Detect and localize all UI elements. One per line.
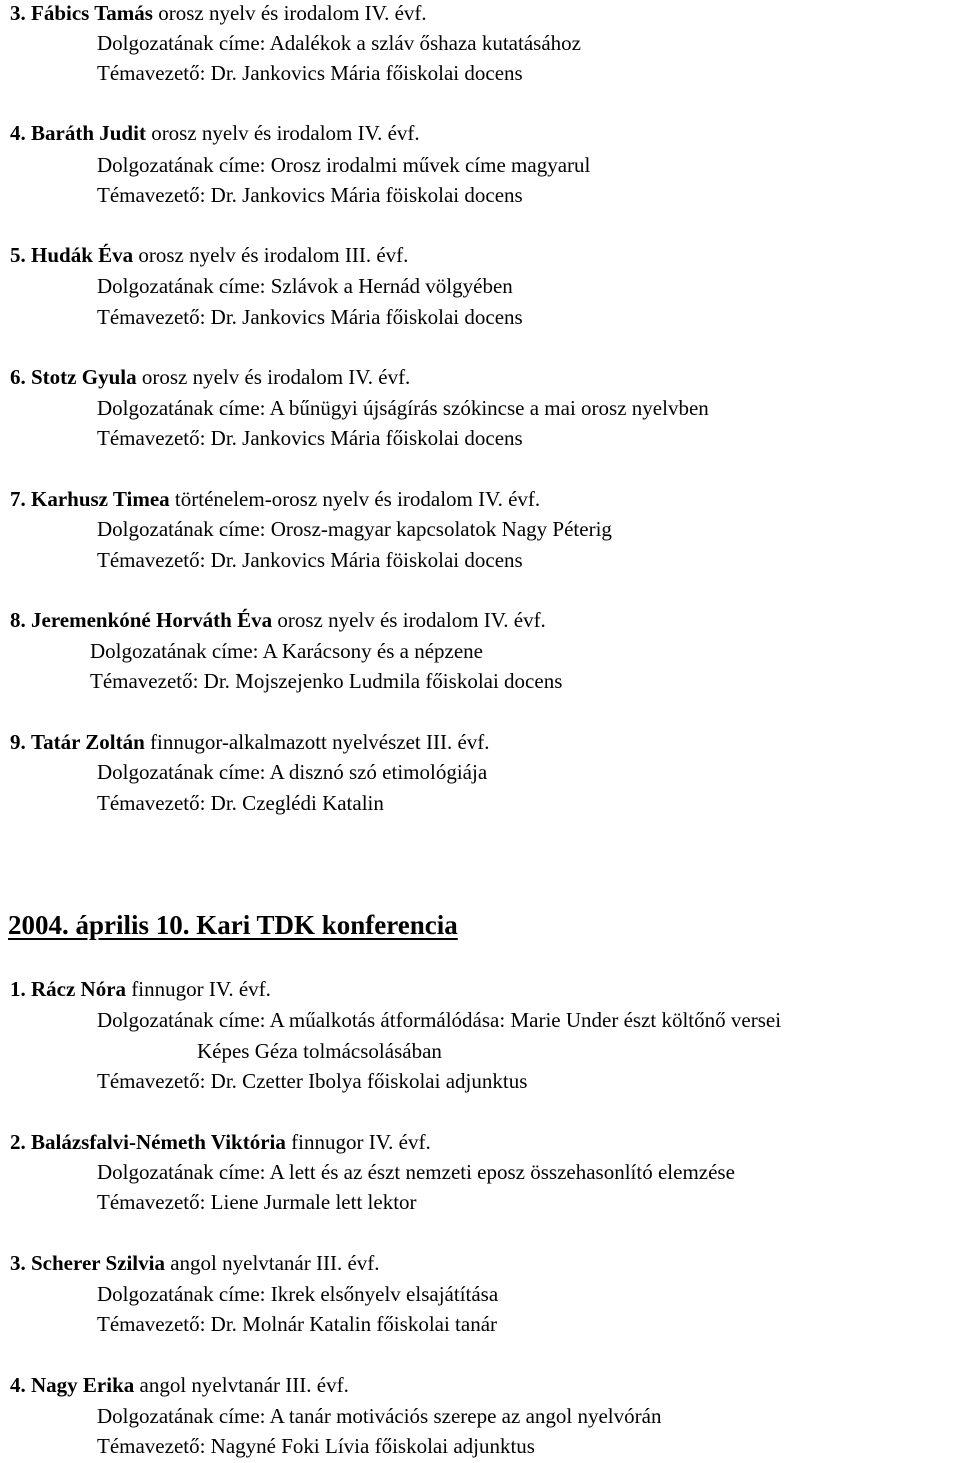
entry-heading <box>10 240 408 270</box>
section-title: 2004. április 10. Kari TDK konferencia <box>8 910 458 940</box>
student-name: Jeremenkóné Horváth Éva <box>31 608 273 632</box>
supervisor: Témavezető: Liene Jurmale lett lektor <box>97 1190 417 1214</box>
student-name: Baráth Judit <box>31 121 146 145</box>
entry-heading <box>10 0 427 28</box>
entry-heading <box>10 974 271 1004</box>
thesis-title: Dolgozatának címe: A tanár motivációs szerepe az angol nyelvórán <box>97 1404 662 1428</box>
supervisor: Témavezető: Dr. Mojszejenko Ludmila főiskolai docens <box>90 669 563 693</box>
supervisor: Témavezető: Dr. Jankovics Mária főiskolai docens <box>97 61 523 85</box>
entry-number: 2. <box>10 1130 26 1154</box>
entry-heading <box>10 1248 380 1278</box>
student-name: Scherer Szilvia <box>31 1251 165 1275</box>
entry-heading <box>10 605 546 635</box>
entry-heading <box>10 484 540 514</box>
thesis-title: Dolgozatának címe: Adalékok a szláv őshaza kutatásához <box>97 31 581 55</box>
entry-number: 3. <box>10 1 26 25</box>
supervisor: Témavezető: Nagyné Foki Lívia főiskolai adjunktus <box>97 1434 535 1458</box>
thesis-title: Dolgozatának címe: Ikrek elsőnyelv elsajátítása <box>97 1282 499 1306</box>
supervisor: Témavezető: Dr. Jankovics Mária főiskolai docens <box>97 305 523 329</box>
entry-number: 4. <box>10 1373 26 1397</box>
supervisor: Témavezető: Dr. Jankovics Mária főiskolai docens <box>97 426 523 450</box>
thesis-title: Dolgozatának címe: Szlávok a Hernád völgyében <box>97 274 513 298</box>
thesis-title: Dolgozatának címe: A disznó szó etimológiája <box>97 760 488 784</box>
student-name: Stotz Gyula <box>31 365 137 389</box>
entry-number: 9. <box>10 730 26 754</box>
student-name: Karhusz Timea <box>31 487 170 511</box>
thesis-title: Dolgozatának címe: A bűnügyi újságírás szókincse a mai orosz nyelvben <box>97 396 709 420</box>
entry-number: 5. <box>10 243 26 267</box>
thesis-title: Dolgozatának címe: A műalkotás átformálódása: Marie Under észt költőnő versei <box>97 1008 782 1032</box>
student-name: Tatár Zoltán <box>31 730 145 754</box>
entry-number: 8. <box>10 608 26 632</box>
entry-number: 7. <box>10 487 26 511</box>
entry-heading <box>10 118 420 148</box>
entry-heading <box>10 727 490 757</box>
entry-number: 4. <box>10 121 26 145</box>
supervisor: Témavezető: Dr. Czeglédi Katalin <box>97 791 384 815</box>
thesis-title: Dolgozatának címe: Orosz irodalmi művek címe magyarul <box>97 153 591 177</box>
study-program: orosz nyelv és irodalom III. évf. <box>138 243 409 267</box>
thesis-title: Dolgozatának címe: A lett és az észt nemzeti eposz összehasonlító elemzése <box>97 1160 735 1184</box>
entry-number: 1. <box>10 977 26 1001</box>
student-name: Hudák Éva <box>31 243 134 267</box>
entry-number: 6. <box>10 365 26 389</box>
entry-heading <box>10 1370 349 1400</box>
thesis-title: Dolgozatának címe: Orosz-magyar kapcsolatok Nagy Péterig <box>97 517 612 541</box>
student-name: Balázsfalvi-Németh Viktória <box>31 1130 286 1154</box>
entry-number: 3. <box>10 1251 26 1275</box>
study-program: orosz nyelv és irodalom IV. évf. <box>141 365 411 389</box>
study-program: történelem-orosz nyelv és irodalom IV. évf. <box>174 487 541 511</box>
thesis-title: Dolgozatának címe: A Karácsony és a népzene <box>90 639 484 663</box>
thesis-title-continuation: Képes Géza tolmácsolásában <box>197 1039 442 1063</box>
entry-heading <box>10 1127 431 1157</box>
study-program: finnugor IV. évf. <box>131 977 271 1001</box>
study-program: orosz nyelv és irodalom IV. évf. <box>151 121 420 145</box>
student-name: Fábics Tamás <box>31 1 153 25</box>
study-program: angol nyelvtanár III. évf. <box>170 1251 380 1275</box>
supervisor: Témavezető: Dr. Czetter Ibolya főiskolai adjunktus <box>97 1069 528 1093</box>
supervisor: Témavezető: Dr. Molnár Katalin főiskolai tanár <box>97 1312 498 1336</box>
study-program: orosz nyelv és irodalom IV. évf. <box>158 1 427 25</box>
study-program: angol nyelvtanár III. évf. <box>139 1373 349 1397</box>
supervisor: Témavezető: Dr. Jankovics Mária föiskolai docens <box>97 548 523 572</box>
student-name: Rácz Nóra <box>31 977 127 1001</box>
student-name: Nagy Erika <box>31 1373 135 1397</box>
entry-heading <box>10 362 410 392</box>
study-program: finnugor IV. évf. <box>291 1130 431 1154</box>
study-program: orosz nyelv és irodalom IV. évf. <box>277 608 546 632</box>
study-program: finnugor-alkalmazott nyelvészet III. évf. <box>150 730 490 754</box>
supervisor: Témavezető: Dr. Jankovics Mária föiskolai docens <box>97 183 523 207</box>
